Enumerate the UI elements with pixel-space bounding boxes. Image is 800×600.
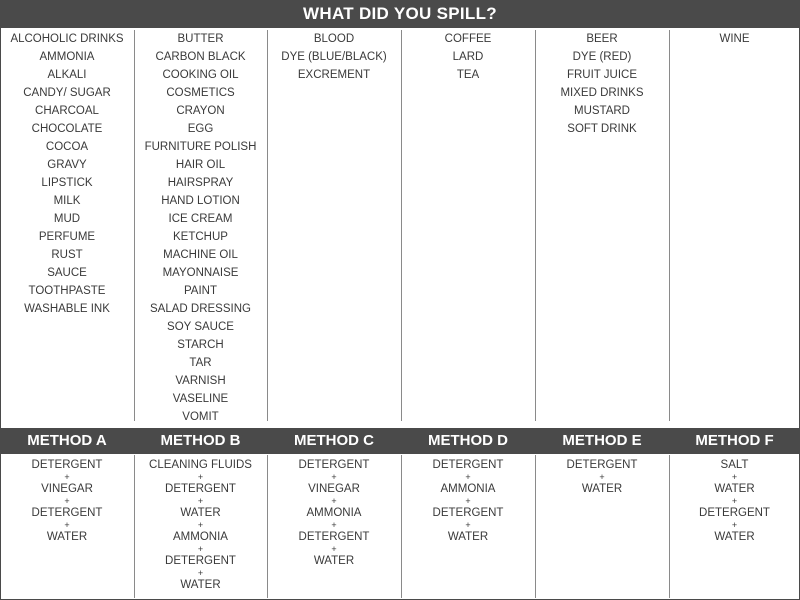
plus-sign: + [731, 496, 738, 506]
method-step: WATER [714, 483, 755, 495]
spill-item: ICE CREAM [168, 213, 233, 225]
method-title: METHOD F [695, 432, 774, 449]
spill-item: PAINT [183, 285, 217, 297]
plus-sign: + [197, 496, 204, 506]
spill-column [401, 30, 535, 84]
method-title: METHOD C [294, 432, 374, 449]
plus-sign: + [197, 568, 204, 578]
method-step: WATER [447, 531, 489, 543]
method-step: DETERGENT [31, 507, 103, 519]
method-step: DETERGENT [432, 507, 504, 519]
spill-item: MUSTARD [573, 105, 630, 117]
spill-item: PERFUME [38, 231, 96, 243]
method-steps [0, 458, 134, 544]
plus-sign: + [331, 472, 337, 482]
method-step: AMMONIA [173, 531, 228, 543]
spill-item: MUD [53, 213, 81, 225]
spill-item: COCOA [45, 141, 89, 153]
spill-item: GRAVY [47, 159, 87, 171]
method-title: METHOD E [562, 432, 642, 449]
method-step: AMMONIA [306, 507, 362, 519]
plus-sign: + [331, 520, 337, 530]
spill-item: BEER [586, 33, 618, 45]
page-title: WHAT DID YOU SPILL? [0, 0, 800, 28]
method-title: METHOD D [428, 432, 508, 449]
spill-item: FURNITURE POLISH [144, 141, 257, 153]
spill-item: FRUIT JUICE [566, 69, 638, 81]
method-step: WATER [180, 507, 221, 519]
plus-sign: + [465, 496, 471, 506]
spill-item: MAYONNAISE [162, 267, 239, 279]
spill-item: VASELINE [172, 393, 229, 405]
method-step: WATER [714, 531, 755, 543]
plus-sign: + [64, 496, 70, 506]
spill-item: AMMONIA [39, 51, 95, 63]
spill-item: MACHINE OIL [163, 249, 238, 261]
plus-sign: + [64, 520, 70, 530]
spill-item: WINE [719, 33, 750, 45]
spill-item: CARBON BLACK [155, 51, 246, 63]
spill-item: TOOTHPASTE [28, 285, 106, 297]
plus-sign: + [197, 472, 204, 482]
plus-sign: + [197, 544, 204, 554]
method-step: DETERGENT [165, 555, 236, 567]
spill-item: CHOCOLATE [31, 123, 103, 135]
spill-item: COSMETICS [166, 87, 235, 99]
spill-item: COFFEE [444, 33, 492, 45]
spill-item: ALCOHOLIC DRINKS [10, 33, 124, 45]
spill-item: MIXED DRINKS [560, 87, 644, 99]
spill-item: LARD [452, 51, 484, 63]
spill-item: DYE (RED) [572, 51, 632, 63]
method-steps [535, 458, 669, 496]
spill-column [535, 30, 669, 138]
method-step: DETERGENT [432, 459, 504, 471]
plus-sign: + [731, 520, 738, 530]
spill-item: SOY SAUCE [167, 321, 234, 333]
spill-item: SAUCE [47, 267, 87, 279]
spill-item: MILK [53, 195, 81, 207]
spill-item: RUST [51, 249, 83, 261]
method-step: VINEGAR [308, 483, 360, 495]
method-title: METHOD A [27, 432, 107, 449]
method-steps [669, 458, 800, 544]
method-step: SALT [720, 459, 749, 471]
spill-item: LIPSTICK [41, 177, 93, 189]
spill-item: COOKING OIL [162, 69, 239, 81]
spill-item: EGG [187, 123, 214, 135]
spill-item: STARCH [177, 339, 224, 351]
spill-item: HAIRSPRAY [167, 177, 234, 189]
plus-sign: + [331, 496, 337, 506]
plus-sign: + [465, 472, 471, 482]
method-step: DETERGENT [566, 459, 638, 471]
method-step: DETERGENT [165, 483, 236, 495]
spill-column [134, 30, 267, 426]
method-steps [401, 458, 535, 544]
spill-item: KETCHUP [173, 231, 228, 243]
method-step: CLEANING FLUIDS [149, 459, 252, 471]
spill-item: HAIR OIL [175, 159, 226, 171]
method-steps [134, 458, 267, 592]
spill-item: SOFT DRINK [567, 123, 637, 135]
plus-sign: + [465, 520, 471, 530]
spill-column [267, 30, 401, 84]
spill-item: HAND LOTION [161, 195, 240, 207]
column-divider [267, 30, 268, 421]
method-step: WATER [46, 531, 88, 543]
method-step: DETERGENT [31, 459, 103, 471]
method-step: WATER [180, 579, 221, 591]
method-step: WATER [581, 483, 623, 495]
method-step: WATER [313, 555, 355, 567]
spill-item: TEA [456, 69, 480, 81]
spill-item: EXCREMENT [297, 69, 371, 81]
spill-item: ALKALI [47, 69, 87, 81]
method-step: DETERGENT [298, 531, 370, 543]
plus-sign: + [731, 472, 738, 482]
spill-item: DYE (BLUE/BLACK) [281, 51, 387, 63]
spill-item: VOMIT [182, 411, 219, 423]
spill-item: CRAYON [176, 105, 225, 117]
spill-item: TAR [189, 357, 212, 369]
spill-column [0, 30, 134, 318]
method-step: DETERGENT [298, 459, 370, 471]
column-divider [669, 30, 670, 421]
plus-sign: + [64, 472, 70, 482]
spill-item: CHARCOAL [35, 105, 99, 117]
method-step: VINEGAR [41, 483, 93, 495]
spill-column [669, 30, 800, 48]
column-divider [401, 30, 402, 421]
spill-item: CANDY/ SUGAR [23, 87, 111, 99]
plus-sign: + [331, 544, 337, 554]
plus-sign: + [197, 520, 204, 530]
plus-sign: + [599, 472, 605, 482]
method-steps [267, 458, 401, 568]
method-title: METHOD B [160, 432, 241, 449]
spill-item: SALAD DRESSING [150, 303, 251, 315]
method-step: DETERGENT [699, 507, 770, 519]
spill-item: BLOOD [313, 33, 355, 45]
spill-item: VARNISH [175, 375, 226, 387]
method-step: AMMONIA [440, 483, 496, 495]
spill-item: BUTTER [177, 33, 224, 45]
spill-item: WASHABLE INK [24, 303, 110, 315]
